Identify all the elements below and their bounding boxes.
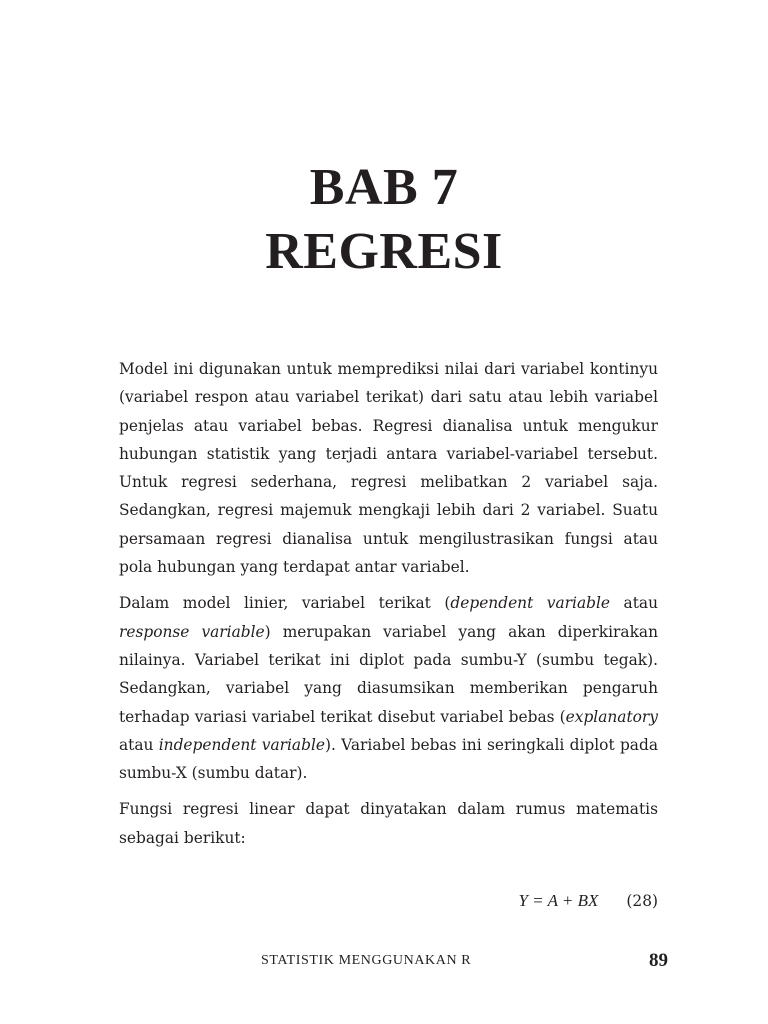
paragraph-3 — [119, 795, 658, 852]
paragraph-text: Dalam model linier, variabel terikat ( — [119, 594, 451, 613]
paragraph-text: ). Variabel bebas ini seringkali diplot pada sumbu-X (sumbu datar). — [119, 735, 658, 783]
chapter-title: REGRESI — [265, 223, 503, 280]
equation-number: (28) — [626, 892, 658, 910]
running-footer-title: STATISTIK MENGGUNAKAN R — [261, 953, 472, 968]
equation-row — [518, 891, 658, 911]
page-number: 89 — [649, 950, 668, 971]
paragraph-text: atau — [119, 735, 159, 754]
regression-equation: Y = A + BX — [518, 891, 599, 910]
term-response-variable: response variable — [119, 622, 265, 641]
paragraph-text: Fungsi regresi linear dapat dinyatakan dalam rumus matematis sebagai berikut: — [119, 800, 658, 847]
chapter-number: BAB 7 — [309, 159, 459, 216]
body-text — [119, 355, 658, 860]
chapter-heading — [0, 156, 768, 284]
paragraph-text: ) merupakan variabel yang akan diperkirakan nilainya. Variabel terikat ini diplot pada sumbu-Y (sumbu tegak). Sedangkan, variabel yang diasumsikan memberikan pengaruh terhadap variasi variabel terikat disebut variabel bebas ( — [119, 622, 658, 726]
paragraph-text: Model ini digunakan untuk memprediksi nilai dari variabel kontinyu (variabel respon atau variabel terikat) dari satu atau lebih variabel penjelas atau variabel bebas. Regresi dianalisa untuk mengukur hubungan statistik yang terjadi antara variabel-variabel tersebut. Untuk regresi sederhana, regresi melibatkan 2 variabel saja. Sedangkan, regresi majemuk mengkaji lebih dari 2 variabel. Suatu persamaan regresi dianalisa untuk mengilustrasikan fungsi atau pola hubungan yang terdapat antar variabel. — [119, 360, 658, 577]
paragraph-text: atau — [610, 594, 658, 613]
term-dependent-variable: dependent variable — [450, 594, 611, 613]
paragraph-2 — [119, 589, 658, 787]
term-explanatory: explanatory — [565, 707, 658, 726]
paragraph-1 — [119, 355, 658, 581]
term-independent-variable: independent variable — [158, 735, 325, 754]
